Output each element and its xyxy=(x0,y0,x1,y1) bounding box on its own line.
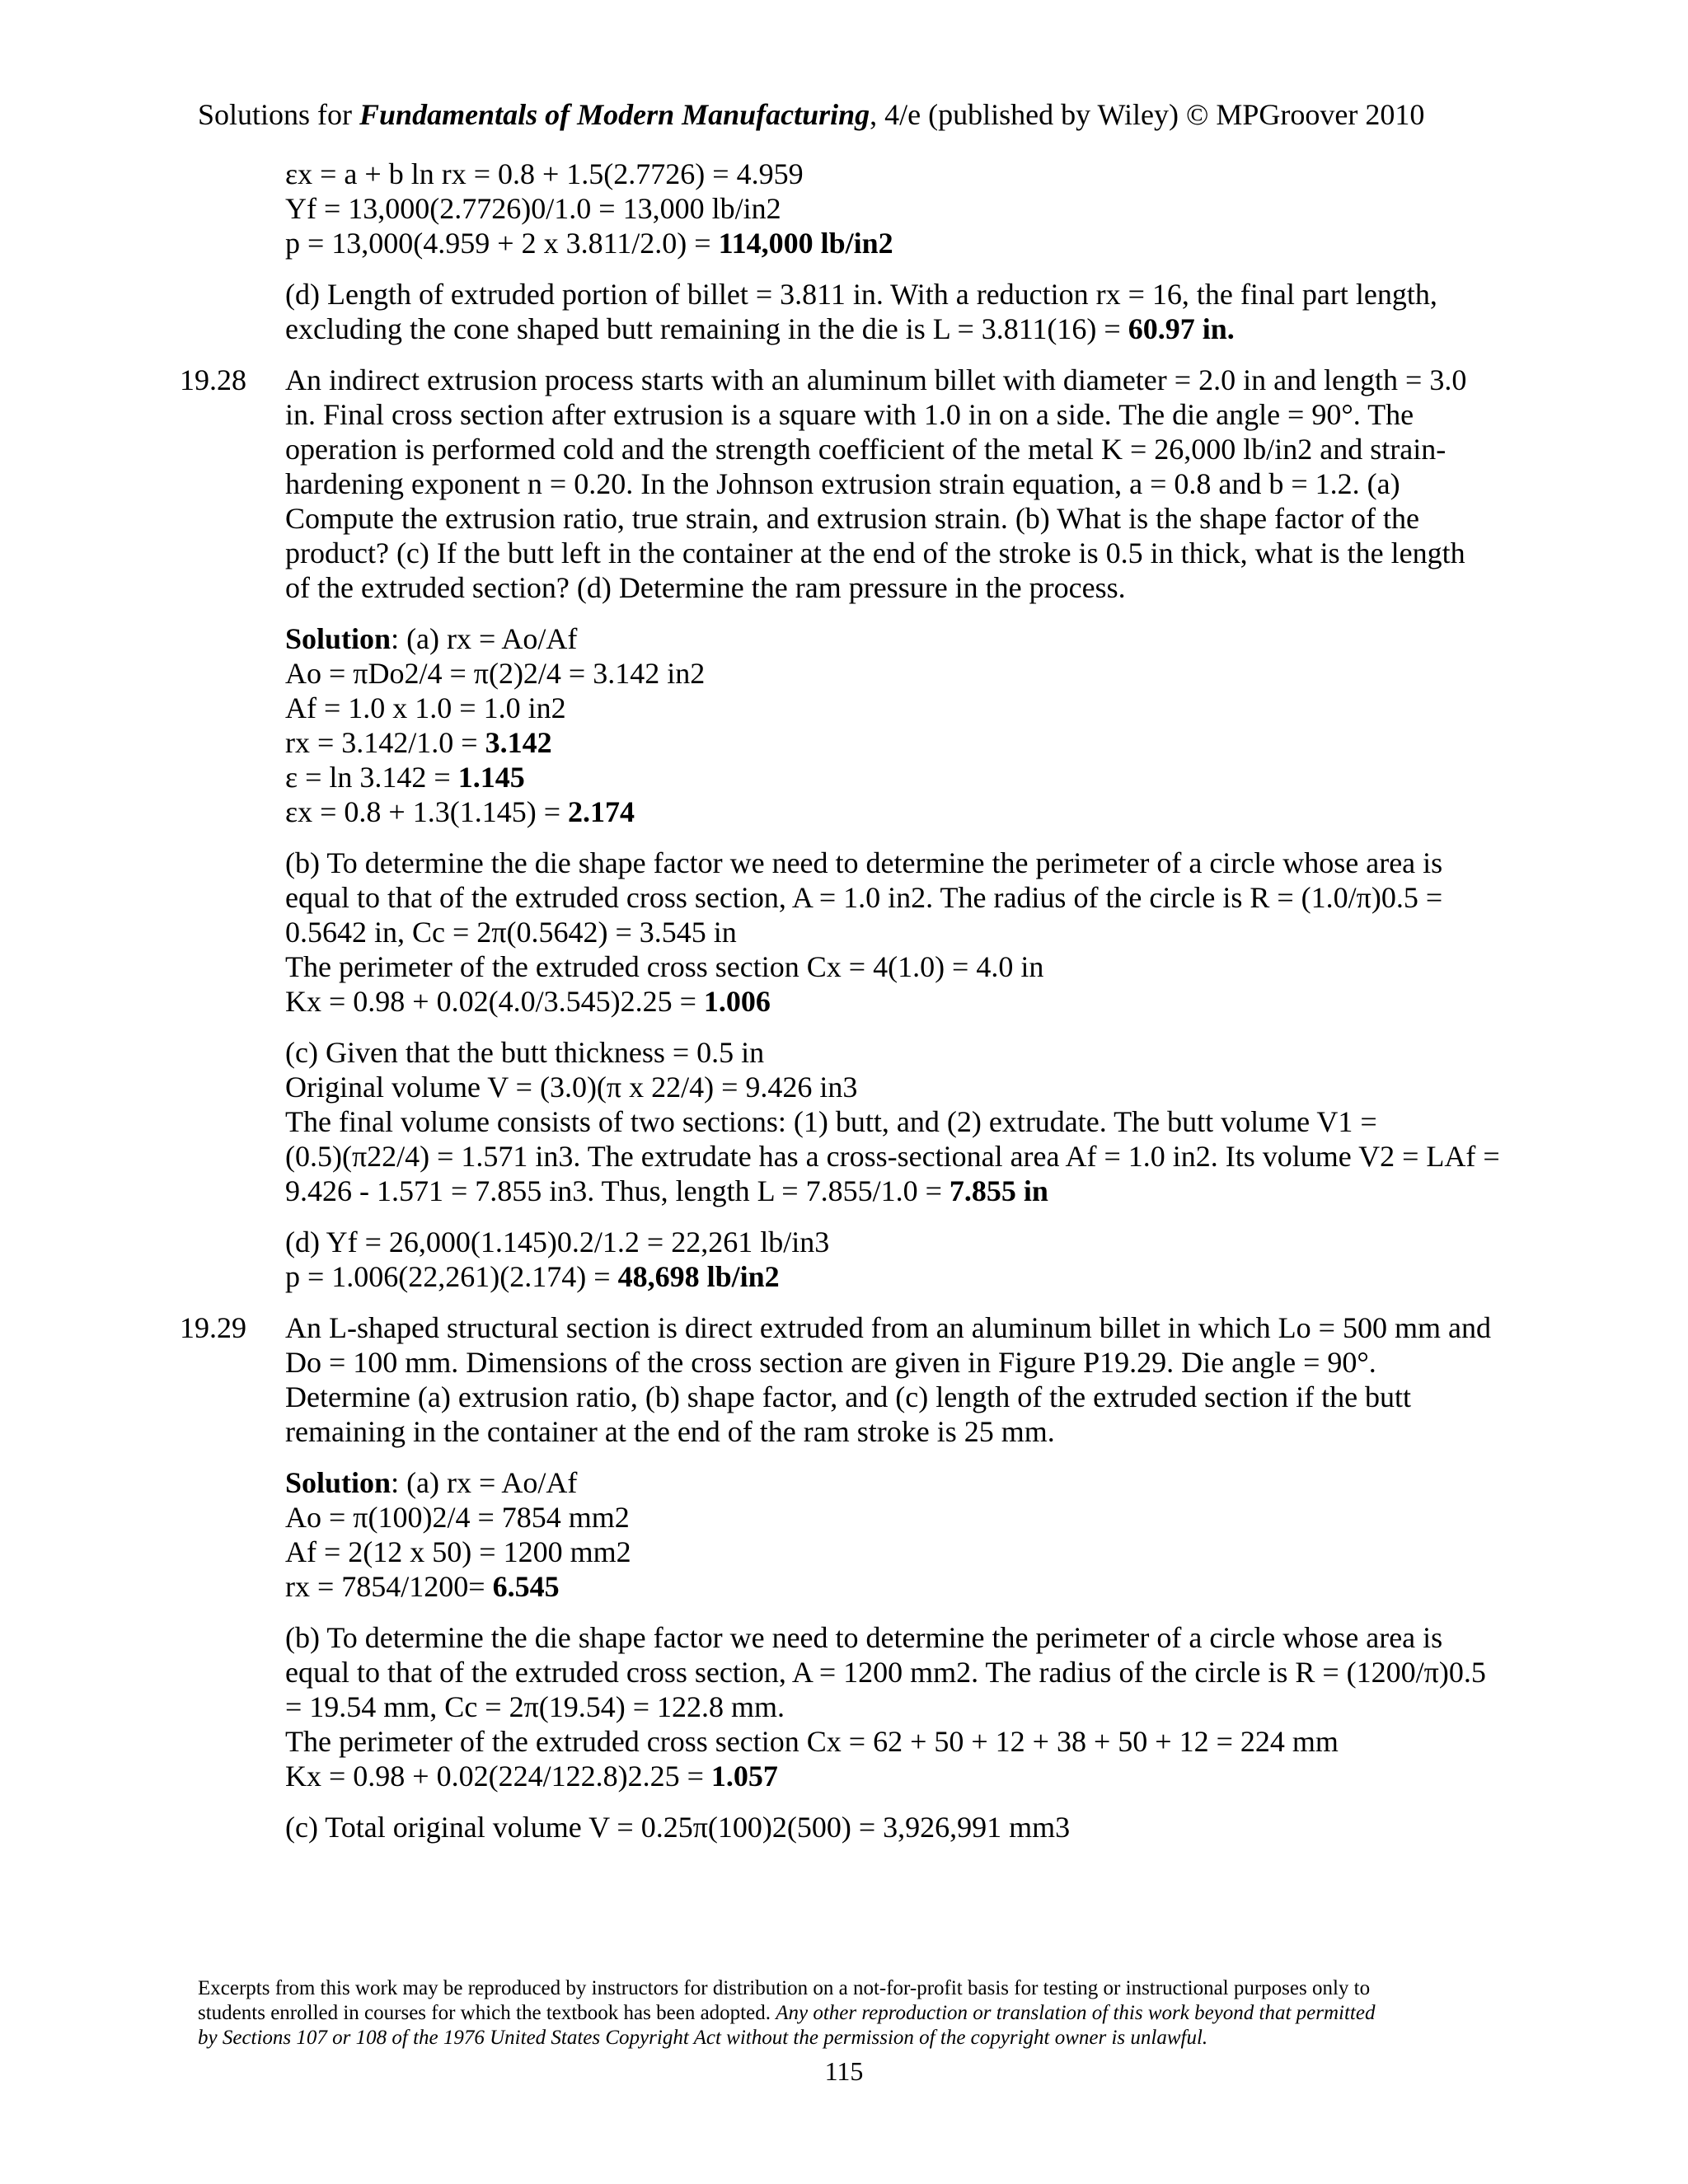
solution-line: equal to that of the extruded cross section, A = 1.0 in2. The radius of the circle is R = (1.0/π)0.5 = xyxy=(285,881,1443,914)
solution-line: equal to that of the extruded cross section, A = 1200 mm2. The radius of the circle is R = (1200/π)0.5 xyxy=(285,1656,1486,1689)
solution-line: Kx = 0.98 + 0.02(224/122.8)2.25 = 1.057 xyxy=(285,1760,778,1793)
text-line: (d) Length of extruded portion of billet = 3.811 in. With a reduction rx = 16, the final part length, xyxy=(285,278,1437,311)
question-line: remaining in the container at the end of the ram stroke is 25 mm. xyxy=(285,1415,1055,1448)
question-line: Compute the extrusion ratio, true strain, and extrusion strain. (b) What is the shape factor of the xyxy=(285,502,1419,535)
question-line: of the extruded section? (d) Determine the ram pressure in the process. xyxy=(285,571,1126,604)
solution-line: 9.426 - 1.571 = 7.855 in3. Thus, length L = 7.855/1.0 = 7.855 in xyxy=(285,1174,1048,1207)
footer-line: by Sections 107 or 108 of the 1976 United States Copyright Act without the permission of the copyright owner is unlawful. xyxy=(198,2027,1208,2049)
footer-line: Excerpts from this work may be reproduced by instructors for distribution on a not-for-profit basis for testing or instructional purposes only to xyxy=(198,1977,1371,1999)
solution-line: The final volume consists of two sections: (1) butt, and (2) extrudate. The butt volume V1 = xyxy=(285,1105,1377,1138)
problem-number: 19.28 xyxy=(180,363,246,396)
equation-line: p = 13,000(4.959 + 2 x 3.811/2.0) = 114,000 lb/in2 xyxy=(285,227,893,260)
question-line: An L-shaped structural section is direct extruded from an aluminum billet in which Lo = 500 mm and xyxy=(285,1311,1491,1344)
solution-line: The perimeter of the extruded cross section Cx = 4(1.0) = 4.0 in xyxy=(285,950,1044,983)
problem-number: 19.29 xyxy=(180,1311,246,1344)
solution-line: εx = 0.8 + 1.3(1.145) = 2.174 xyxy=(285,795,635,828)
question-line: product? (c) If the butt left in the container at the end of the stroke is 0.5 in thick, what is the length xyxy=(285,537,1465,569)
solution-line: Solution: (a) rx = Ao/Af xyxy=(285,1466,578,1499)
copyright-footer xyxy=(198,1976,1517,2050)
page-header xyxy=(198,96,1517,133)
question-line: in. Final cross section after extrusion is a square with 1.0 in on a side. The die angle = 90°. The xyxy=(285,398,1414,431)
solution-line: Original volume V = (3.0)(π x 22/4) = 9.426 in3 xyxy=(285,1071,858,1104)
question-line: An indirect extrusion process starts with an aluminum billet with diameter = 2.0 in and length = 3.0 xyxy=(285,363,1467,396)
solution-line: p = 1.006(22,261)(2.174) = 48,698 lb/in2 xyxy=(285,1260,780,1293)
solution-line: = 19.54 mm, Cc = 2π(19.54) = 122.8 mm. xyxy=(285,1690,785,1723)
page-content xyxy=(180,157,1498,1844)
question-line: Do = 100 mm. Dimensions of the cross section are given in Figure P19.29. Die angle = 90°. xyxy=(285,1346,1376,1379)
solution-line: Kx = 0.98 + 0.02(4.0/3.545)2.25 = 1.006 xyxy=(285,985,771,1018)
question-line: hardening exponent n = 0.20. In the Johnson extrusion strain equation, a = 0.8 and b = 1.2. (a) xyxy=(285,467,1400,500)
solution-line: (c) Given that the butt thickness = 0.5 in xyxy=(285,1036,765,1069)
header-book-title: Fundamentals of Modern Manufacturing xyxy=(359,98,870,131)
solution-line: Solution: (a) rx = Ao/Af xyxy=(285,622,578,655)
solution-line: rx = 3.142/1.0 = 3.142 xyxy=(285,726,552,759)
question-line: operation is performed cold and the strength coefficient of the metal K = 26,000 lb/in2 and strain- xyxy=(285,433,1447,466)
footer-line: students enrolled in courses for which the textbook has been adopted. Any other reproduction or translation of this work beyond that permitted xyxy=(198,2002,1376,2024)
problem-19-28 xyxy=(180,363,1498,1294)
problem-19-29 xyxy=(180,1310,1498,1844)
header-prefix: Solutions for xyxy=(198,98,360,131)
equation-line: Yf = 13,000(2.7726)0/1.0 = 13,000 lb/in2 xyxy=(285,192,781,225)
solution-line: (0.5)(π22/4) = 1.571 in3. The extrudate has a cross-sectional area Af = 1.0 in2. Its volume V2 = LAf = xyxy=(285,1140,1500,1173)
question-line: Determine (a) extrusion ratio, (b) shape factor, and (c) length of the extruded section if the butt xyxy=(285,1380,1412,1413)
header-suffix: , 4/e (published by Wiley) © MPGroover 2010 xyxy=(870,98,1425,131)
text-line: excluding the cone shaped butt remaining in the die is L = 3.811(16) = 60.97 in. xyxy=(285,312,1235,345)
solution-line: (b) To determine the die shape factor we need to determine the perimeter of a circle whose area is xyxy=(285,1621,1443,1654)
solution-line: ε = ln 3.142 = 1.145 xyxy=(285,761,525,794)
solution-line: (c) Total original volume V = 0.25π(100)2(500) = 3,926,991 mm3 xyxy=(285,1811,1071,1844)
solution-line: (d) Yf = 26,000(1.145)0.2/1.2 = 22,261 lb/in3 xyxy=(285,1226,830,1258)
solution-line: Ao = π(100)2/4 = 7854 mm2 xyxy=(285,1501,630,1534)
solution-line: Af = 2(12 x 50) = 1200 mm2 xyxy=(285,1535,631,1568)
equation-line: εx = a + b ln rx = 0.8 + 1.5(2.7726) = 4.959 xyxy=(285,157,804,190)
solution-line: (b) To determine the die shape factor we need to determine the perimeter of a circle whose area is xyxy=(285,846,1443,879)
page-number: 115 xyxy=(824,2056,864,2086)
solution-line: Af = 1.0 x 1.0 = 1.0 in2 xyxy=(285,691,566,724)
solution-line: The perimeter of the extruded cross section Cx = 62 + 50 + 12 + 38 + 50 + 12 = 224 mm xyxy=(285,1725,1339,1758)
solution-line: 0.5642 in, Cc = 2π(0.5642) = 3.545 in xyxy=(285,916,737,949)
solution-line: rx = 7854/1200= 6.545 xyxy=(285,1570,560,1603)
solution-line: Ao = πDo2/4 = π(2)2/4 = 3.142 in2 xyxy=(285,657,706,690)
